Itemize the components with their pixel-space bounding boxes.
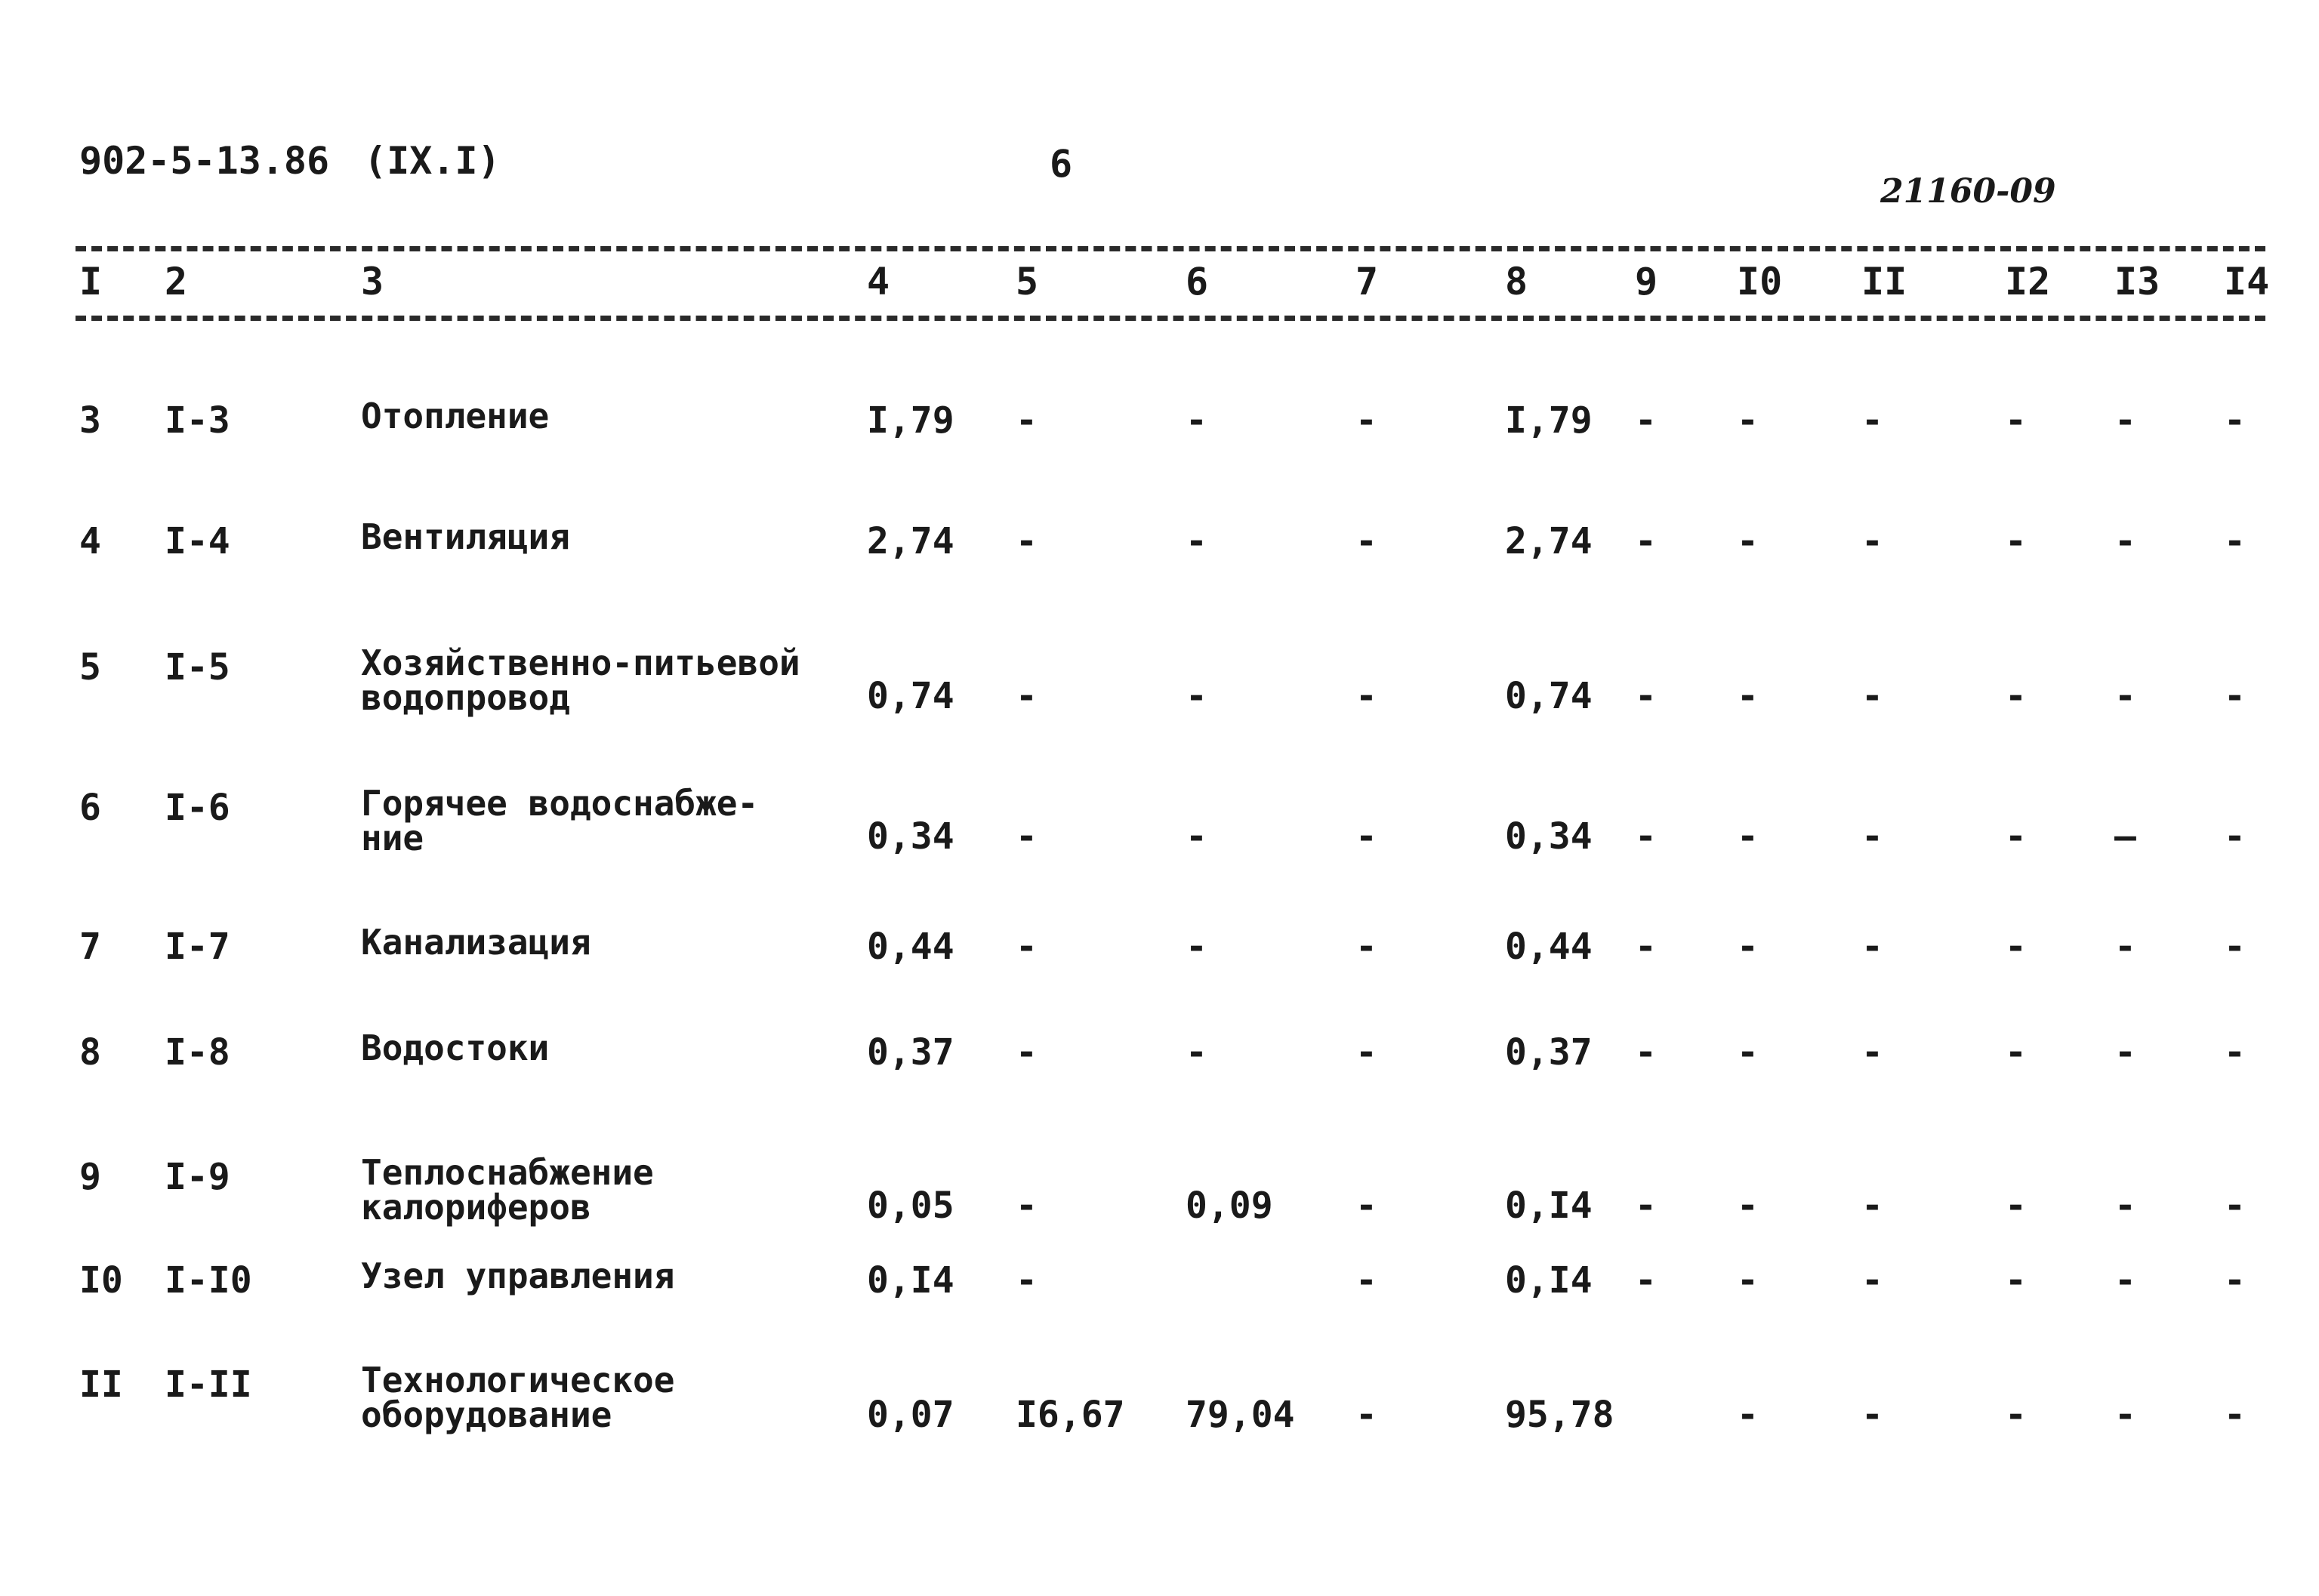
value-cell-9: - [1635,1031,1657,1074]
row-number: 7 [79,926,101,968]
value-cell-6: - [1186,520,1207,562]
value-cell-11: - [1861,675,1883,717]
value-cell-7: - [1355,1394,1377,1436]
section-label: (IX.I) [364,139,501,183]
value-cell-14: - [2224,1394,2246,1436]
column-header: 8 [1505,260,1528,303]
value-cell-5: - [1016,1259,1038,1302]
row-code: I-9 [165,1156,230,1198]
row-code: I-I0 [165,1259,252,1302]
row-description: ние [361,818,424,858]
row-number: 6 [79,787,101,829]
value-cell-7: - [1355,675,1377,717]
row-code: I-7 [165,926,230,968]
row-code: I-4 [165,520,230,562]
value-cell-10: - [1737,1394,1759,1436]
value-cell-5: - [1016,1031,1038,1074]
row-number: 8 [79,1031,101,1074]
value-cell-14: - [2224,815,2246,858]
value-cell-14: - [2224,1259,2246,1302]
value-cell-11: - [1861,815,1883,858]
value-cell-13: - [2114,1259,2136,1302]
value-cell-14: - [2224,926,2246,968]
column-header: I [79,260,103,303]
value-cell-10: - [1737,1259,1759,1302]
row-number: I0 [79,1259,123,1302]
column-header: I2 [2005,260,2051,303]
row-description: Горячее водоснабже- [361,783,759,824]
value-cell-8: 0,44 [1505,926,1593,968]
row-number: 4 [79,520,101,562]
document-code: 902-5-13.86 [79,139,330,183]
value-cell-6: 79,04 [1186,1394,1295,1436]
value-cell-7: - [1355,399,1377,442]
value-cell-12: - [2005,1031,2027,1074]
value-cell-8: 0,I4 [1505,1259,1593,1302]
value-cell-12: - [2005,399,2027,442]
handwritten-note: 21160-09 [1880,172,2056,211]
value-cell-4: 0,44 [867,926,954,968]
value-cell-14: - [2224,675,2246,717]
row-description: Канализация [361,922,591,963]
row-description: Теплоснабжение [361,1152,654,1193]
value-cell-5: - [1016,1185,1038,1227]
value-cell-12: - [2005,815,2027,858]
column-header: 6 [1186,260,1209,303]
value-cell-6: - [1186,926,1207,968]
column-header: I0 [1737,260,1783,303]
row-number: 5 [79,646,101,689]
value-cell-11: - [1861,926,1883,968]
row-code: I-3 [165,399,230,442]
value-cell-11: - [1861,1259,1883,1302]
value-cell-9: - [1635,1185,1657,1227]
row-number: II [79,1363,123,1406]
value-cell-12: - [2005,520,2027,562]
value-cell-6: - [1186,815,1207,858]
value-cell-5: I6,67 [1016,1394,1125,1436]
value-cell-4: 0,07 [867,1394,954,1436]
column-header: I3 [2114,260,2160,303]
value-cell-8: 0,34 [1505,815,1593,858]
value-cell-6: 0,09 [1186,1185,1273,1227]
row-description: Отопление [361,396,550,436]
value-cell-10: - [1737,1185,1759,1227]
row-code: I-6 [165,787,230,829]
value-cell-7: - [1355,520,1377,562]
value-cell-13: — [2114,815,2136,858]
value-cell-10: - [1737,520,1759,562]
value-cell-13: - [2114,399,2136,442]
value-cell-8: I,79 [1505,399,1593,442]
column-header: 2 [165,260,188,303]
value-cell-7: - [1355,815,1377,858]
value-cell-9: - [1635,926,1657,968]
value-cell-11: - [1861,399,1883,442]
value-cell-14: - [2224,1185,2246,1227]
row-code: I-5 [165,646,230,689]
value-cell-6: - [1186,675,1207,717]
value-cell-8: 0,37 [1505,1031,1593,1074]
value-cell-11: - [1861,520,1883,562]
row-description: Узел управления [361,1256,675,1296]
row-number: 3 [79,399,101,442]
row-description: водопровод [361,677,570,718]
value-cell-8: 2,74 [1505,520,1593,562]
value-cell-9: - [1635,815,1657,858]
value-cell-13: - [2114,1031,2136,1074]
value-cell-14: - [2224,520,2246,562]
header-bottom-rule [76,316,2265,321]
row-number: 9 [79,1156,101,1198]
column-header: 5 [1016,260,1039,303]
value-cell-4: 0,74 [867,675,954,717]
value-cell-4: 0,I4 [867,1259,954,1302]
value-cell-9: - [1635,675,1657,717]
row-code: I-8 [165,1031,230,1074]
value-cell-7: - [1355,926,1377,968]
row-description: Водостоки [361,1028,550,1068]
value-cell-4: 0,37 [867,1031,954,1074]
value-cell-14: - [2224,399,2246,442]
column-header: 9 [1635,260,1658,303]
value-cell-11: - [1861,1394,1883,1436]
row-description: Технологическое [361,1360,675,1400]
value-cell-11: - [1861,1185,1883,1227]
row-description: калориферов [361,1187,591,1228]
value-cell-10: - [1737,675,1759,717]
value-cell-9: - [1635,399,1657,442]
value-cell-10: - [1737,1031,1759,1074]
row-description: оборудование [361,1394,612,1435]
value-cell-4: 0,34 [867,815,954,858]
header-top-rule [76,246,2265,251]
value-cell-8: 0,I4 [1505,1185,1593,1227]
value-cell-12: - [2005,675,2027,717]
page-number: 6 [1050,142,1073,186]
row-code: I-II [165,1363,252,1406]
value-cell-12: - [2005,926,2027,968]
value-cell-9: - [1635,1259,1657,1302]
value-cell-13: - [2114,675,2136,717]
value-cell-6: - [1186,399,1207,442]
value-cell-5: - [1016,675,1038,717]
value-cell-7: - [1355,1185,1377,1227]
value-cell-5: - [1016,520,1038,562]
row-description: Вентиляция [361,516,570,557]
column-header: II [1861,260,1907,303]
value-cell-8: 95,78 [1505,1394,1614,1436]
value-cell-10: - [1737,815,1759,858]
column-header: 4 [867,260,890,303]
row-description: Хозяйственно-питьевой [361,642,800,683]
value-cell-7: - [1355,1031,1377,1074]
value-cell-13: - [2114,1185,2136,1227]
value-cell-13: - [2114,1394,2136,1436]
column-header: 7 [1355,260,1379,303]
value-cell-9: - [1635,520,1657,562]
value-cell-4: I,79 [867,399,954,442]
value-cell-8: 0,74 [1505,675,1593,717]
value-cell-11: - [1861,1031,1883,1074]
column-header: 3 [361,260,384,303]
value-cell-14: - [2224,1031,2246,1074]
column-header: I4 [2224,260,2270,303]
value-cell-13: - [2114,926,2136,968]
value-cell-5: - [1016,815,1038,858]
value-cell-4: 0,05 [867,1185,954,1227]
value-cell-6: - [1186,1031,1207,1074]
value-cell-10: - [1737,399,1759,442]
value-cell-12: - [2005,1394,2027,1436]
value-cell-12: - [2005,1185,2027,1227]
value-cell-5: - [1016,926,1038,968]
value-cell-4: 2,74 [867,520,954,562]
value-cell-5: - [1016,399,1038,442]
value-cell-13: - [2114,520,2136,562]
value-cell-12: - [2005,1259,2027,1302]
value-cell-7: - [1355,1259,1377,1302]
value-cell-10: - [1737,926,1759,968]
